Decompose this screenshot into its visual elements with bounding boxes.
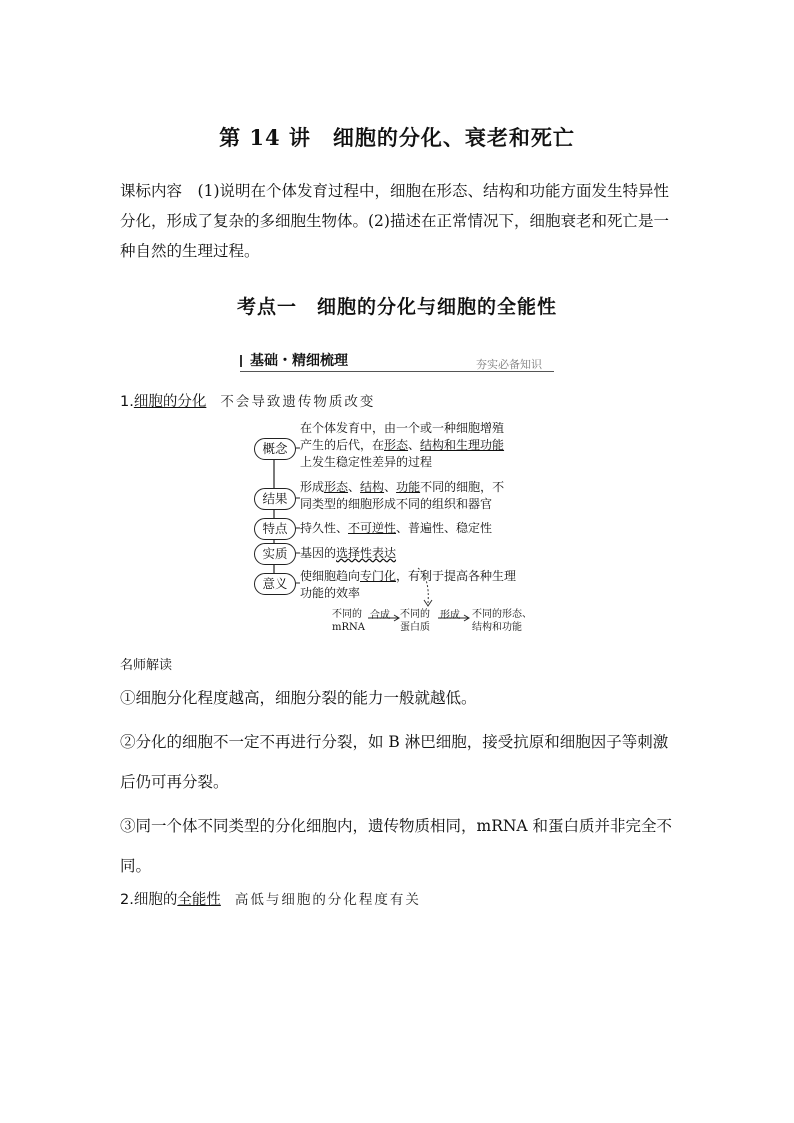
banner-corner-mark (240, 355, 246, 367)
item-1-heading (120, 390, 375, 411)
item-2-handnote: 高低与细胞的分化程度有关 (234, 892, 421, 908)
essence-text: 基因的选择性表达 (300, 546, 397, 560)
flow-arrow-synthesis-label: 合成 (370, 610, 390, 621)
flow-mrna: 不同的 mRNA (332, 609, 365, 633)
point-3: ③同一个体不同类型的分化细胞内，遗传物质相同，mRNA 和蛋白质并非完全不同。 (120, 817, 673, 875)
banner-rule (240, 371, 554, 372)
item-2-pre: 细胞的 (133, 892, 178, 908)
standard-text: (1)说明在个体发育过程中，细胞在形态、结构和功能方面发生特异性分化，形成了复杂的多细胞生物体。(2)描述在正常情况下，细胞衰老和死亡是一种自然的生理过程。 (120, 182, 669, 260)
item-1-handnote: 不会导致遗传物质改变 (220, 394, 376, 410)
concept-label: 概念 (254, 438, 296, 460)
meaning-text: 使细胞趋向专门化，有利于提高各种生理 功能的效率 (300, 569, 517, 600)
differentiation-diagram (250, 418, 550, 643)
page-title: 第 14 讲 细胞的分化、衰老和死亡 (219, 125, 575, 150)
result-text: 形成形态、结构、功能不同的细胞，不 同类型的细胞形成不同的组织和器官 (300, 480, 505, 511)
point-2: ②分化的细胞不一定不再进行分裂，如 B 淋巴细胞，接受抗原和细胞因子等刺激后仍可再分裂。 (120, 733, 669, 791)
meaning-label: 意义 (254, 573, 296, 595)
item-2-number: 2. (120, 892, 134, 908)
curriculum-standard (120, 176, 680, 266)
item-2-head: 全能性 (177, 892, 221, 908)
item-1-head: 细胞的分化 (133, 394, 207, 410)
banner-tag: 夯实必备知识 (476, 358, 542, 371)
feature-label: 特点 (254, 518, 296, 540)
section-title: 考点一 细胞的分化与细胞的全能性 (236, 296, 557, 318)
flow-arrow-form-label: 形成 (440, 610, 460, 621)
item-1-number: 1. (120, 394, 134, 410)
concept-text: 在个体发育中，由一个或一种细胞增殖 产生的后代，在形态、结构和生理功能 上发生稳定性差异的过程 (300, 421, 505, 469)
section-banner (240, 350, 554, 372)
note-title: 名师解读 (120, 658, 173, 673)
flow-structure-function: 不同的形态、 结构和功能 (472, 609, 532, 633)
essence-label: 实质 (254, 543, 296, 565)
item-2-heading (120, 888, 421, 909)
banner-label: 基础・精细梳理 (250, 353, 348, 369)
feature-text: 持久性、不可逆性、普遍性、稳定性 (300, 521, 493, 535)
point-1: ①细胞分化程度越高，细胞分裂的能力一般就越低。 (120, 689, 477, 707)
result-label: 结果 (254, 488, 296, 510)
standard-label: 课标内容 (120, 182, 183, 200)
flow-protein: 不同的 蛋白质 (400, 609, 430, 633)
